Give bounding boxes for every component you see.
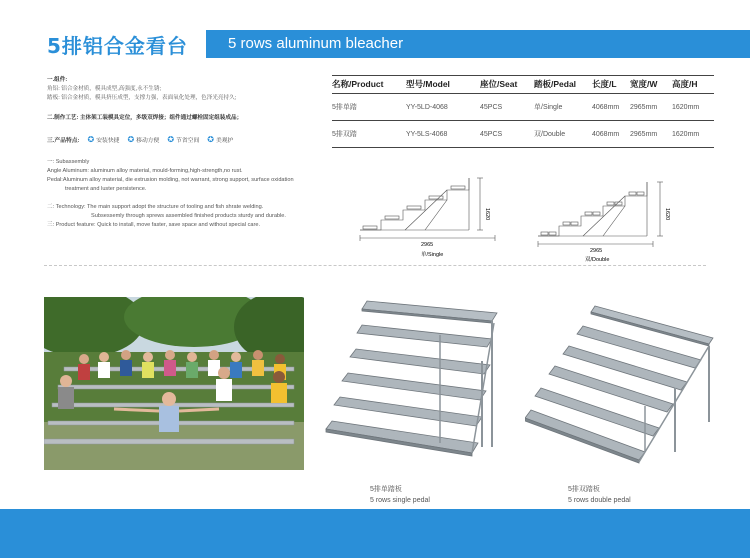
col-header: 踏板/Pedal	[534, 76, 592, 94]
en-pedal2: treatment and luster persistence.	[65, 186, 147, 192]
feature-item: ✪ 移动方便	[127, 134, 160, 144]
table-row: 5排双踏 YY-5LS-4068 45PCS 双/Double 4068mm 2965mm 1620mm	[332, 121, 714, 148]
col-header: 座位/Seat	[480, 76, 534, 94]
col-header: 宽度/W	[630, 76, 672, 94]
dim-height: 1620	[664, 208, 670, 221]
en-technology: The main support adopt the structure of tooling and fish shrate welding.	[87, 204, 264, 210]
features-row	[47, 135, 233, 144]
page-title-en: 5 rows aluminum bleacher	[228, 35, 404, 52]
product-double-pedal	[525, 302, 725, 482]
caption-single-cn: 5排单踏板	[370, 486, 402, 493]
feature-item: ✪ 安装快捷	[87, 134, 120, 144]
star-icon: ✪	[87, 134, 95, 144]
caption-single-en: 5 rows single pedal	[370, 497, 430, 504]
drawing-label: 单/Single	[421, 252, 444, 258]
en-technology2: Subsessemly through sprews assembled finished products sturdy and durable.	[91, 213, 286, 219]
page-title-cn: 5排铝合金看台	[47, 34, 188, 58]
dim-height: 1620	[484, 208, 490, 221]
product-single-pedal	[322, 297, 522, 472]
en-angle: Angle Aluminum: aluminum alloy material, mould-forming,high-strength,no rust.	[47, 168, 243, 174]
table-header-row	[332, 76, 714, 94]
intro-english	[47, 158, 317, 230]
col-header: 长度/L	[592, 76, 630, 94]
drawing-single	[355, 168, 505, 258]
en-pedal: Pedal:Aluminum alloy material, die extrusion molding, not warrant, strong support, surface oxidation	[47, 177, 294, 183]
en-technology-label: 二: Technology:	[47, 204, 86, 210]
footer-band	[0, 509, 750, 558]
section1-line2: 踏板: 铝合金材质，模具挤压成型，支撑力强，表面氧化处理，色泽光亮持久;	[47, 95, 237, 101]
section1-line1: 角铝: 铝合金材质，模具成型,高强度,永不生锈;	[47, 86, 162, 92]
en-feature: Quick to install, move faster, save space and without special care.	[97, 222, 260, 228]
drawing-label: 双/Double	[585, 257, 610, 263]
features-label: 三.产品特点:	[47, 138, 80, 144]
intro-text	[47, 76, 317, 103]
divider	[44, 265, 706, 266]
section2-text: 二.制作工艺: 主体架工装模具定位，多级双焊接；组件通过螺栓固定组装成品；	[47, 115, 243, 121]
feature-item: ✪ 节省空间	[167, 134, 200, 144]
caption-double	[568, 484, 631, 506]
caption-double-en: 5 rows double pedal	[568, 497, 631, 504]
en-feature-label: 三: Product feature:	[47, 222, 96, 228]
star-icon: ✪	[127, 134, 135, 144]
section1-heading: 一.组件:	[47, 77, 68, 83]
en-subassembly: 一: Subassembly	[47, 159, 90, 165]
star-icon: ✪	[207, 134, 214, 144]
dim-width: 2965	[421, 242, 434, 248]
col-header: 名称/Product	[332, 76, 406, 94]
col-header: 型号/Model	[406, 76, 480, 94]
drawing-double	[533, 168, 683, 263]
dim-width: 2965	[590, 248, 603, 254]
caption-double-cn: 5排双踏板	[568, 486, 600, 493]
star-icon: ✪	[167, 134, 175, 144]
caption-single	[370, 484, 430, 506]
spec-table	[332, 75, 714, 148]
col-header: 高度/H	[672, 76, 714, 94]
table-row: 5排单踏 YY-5LD-4068 45PCS 单/Single 4068mm 2965mm 1620mm	[332, 94, 714, 121]
bleacher-photo	[44, 297, 304, 470]
feature-item: ✪ 美观护	[207, 134, 234, 144]
